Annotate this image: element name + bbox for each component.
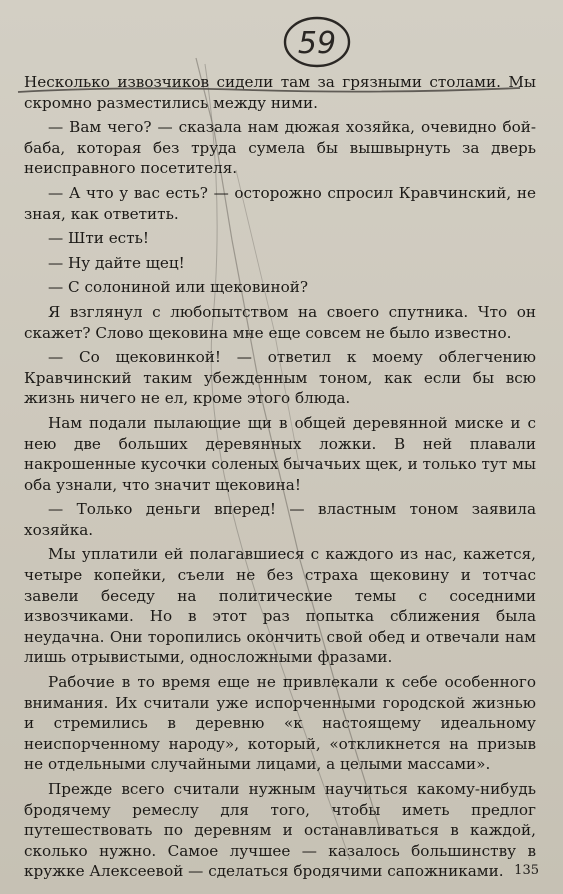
paragraph: Мы уплатили ей полагавшиеся с каждого из нас, кажется, четыре копейки, съели не без страха щековину и тотчас завели беседу на политические темы с соседними извозчиками. Но в этот раз попытка сближения была неудачна. Они торопились окончить свой обед и отвечали нам лишь отрывистыми, односложными фразами.	[24, 545, 536, 667]
annotation-number: 59	[297, 26, 337, 61]
paragraph: — С солониной или щековиной?	[48, 278, 309, 297]
paragraph: — Вам чего? — сказала нам дюжая хозяйка, очевидно бой-баба, которая без труда сумела бы вышвырнуть за дверь неисправного посетителя.	[24, 118, 536, 178]
paragraph: — Только деньги вперед! — властным тоном заявила хозяйка.	[24, 500, 536, 539]
paragraph: — Ну дайте щец!	[48, 253, 185, 272]
paragraph: — Со щековинкой! — ответил к моему облегчению Кравчинский таким убежденным тоном, как если бы всю жизнь ничего не ел, кроме этого блюда.	[24, 348, 536, 408]
handwritten-page-number-annotation	[282, 14, 352, 70]
paragraph: — А что у вас есть? — осторожно спросил Кравчинский, не зная, как ответить.	[24, 183, 536, 223]
paragraph: Я взглянул с любопытством на своего спутника. Что он скажет? Слово щековина мне еще совсем не было известно.	[24, 302, 536, 342]
paragraph: Рабочие в то время еще не привлекали к себе особенного внимания. Их считали уже испорченными городской жизнью и стремились в деревню «к настоящему идеальному неиспорченному народу», который, «откликнется на призыв не отдельными случайными лицами, а целыми массами».	[24, 673, 536, 774]
paragraph: Прежде всего считали нужным научиться какому-нибудь бродячему ремеслу для того, чтобы иметь предлог путешествовать по деревням и останавливаться в каждой, сколько нужно. Самое лучшее — казалось большинству в кружке Алексеевой — сделаться бродячими сапожниками.	[24, 780, 536, 881]
paragraph: Несколько извозчиков сидели там за грязными столами. Мы скромно разместились между ними.	[24, 73, 536, 112]
body-text	[24, 72, 536, 886]
paragraph: — Шти есть!	[48, 229, 149, 248]
page-number: 135	[514, 863, 539, 878]
paragraph: Нам подали пылающие щи в общей деревянной миске и с нею две больших деревянных ложки. В ней плавали накрошенные кусочки соленых бычачьих щек, и только тут мы оба узнали, что значит щековина!	[24, 413, 536, 494]
